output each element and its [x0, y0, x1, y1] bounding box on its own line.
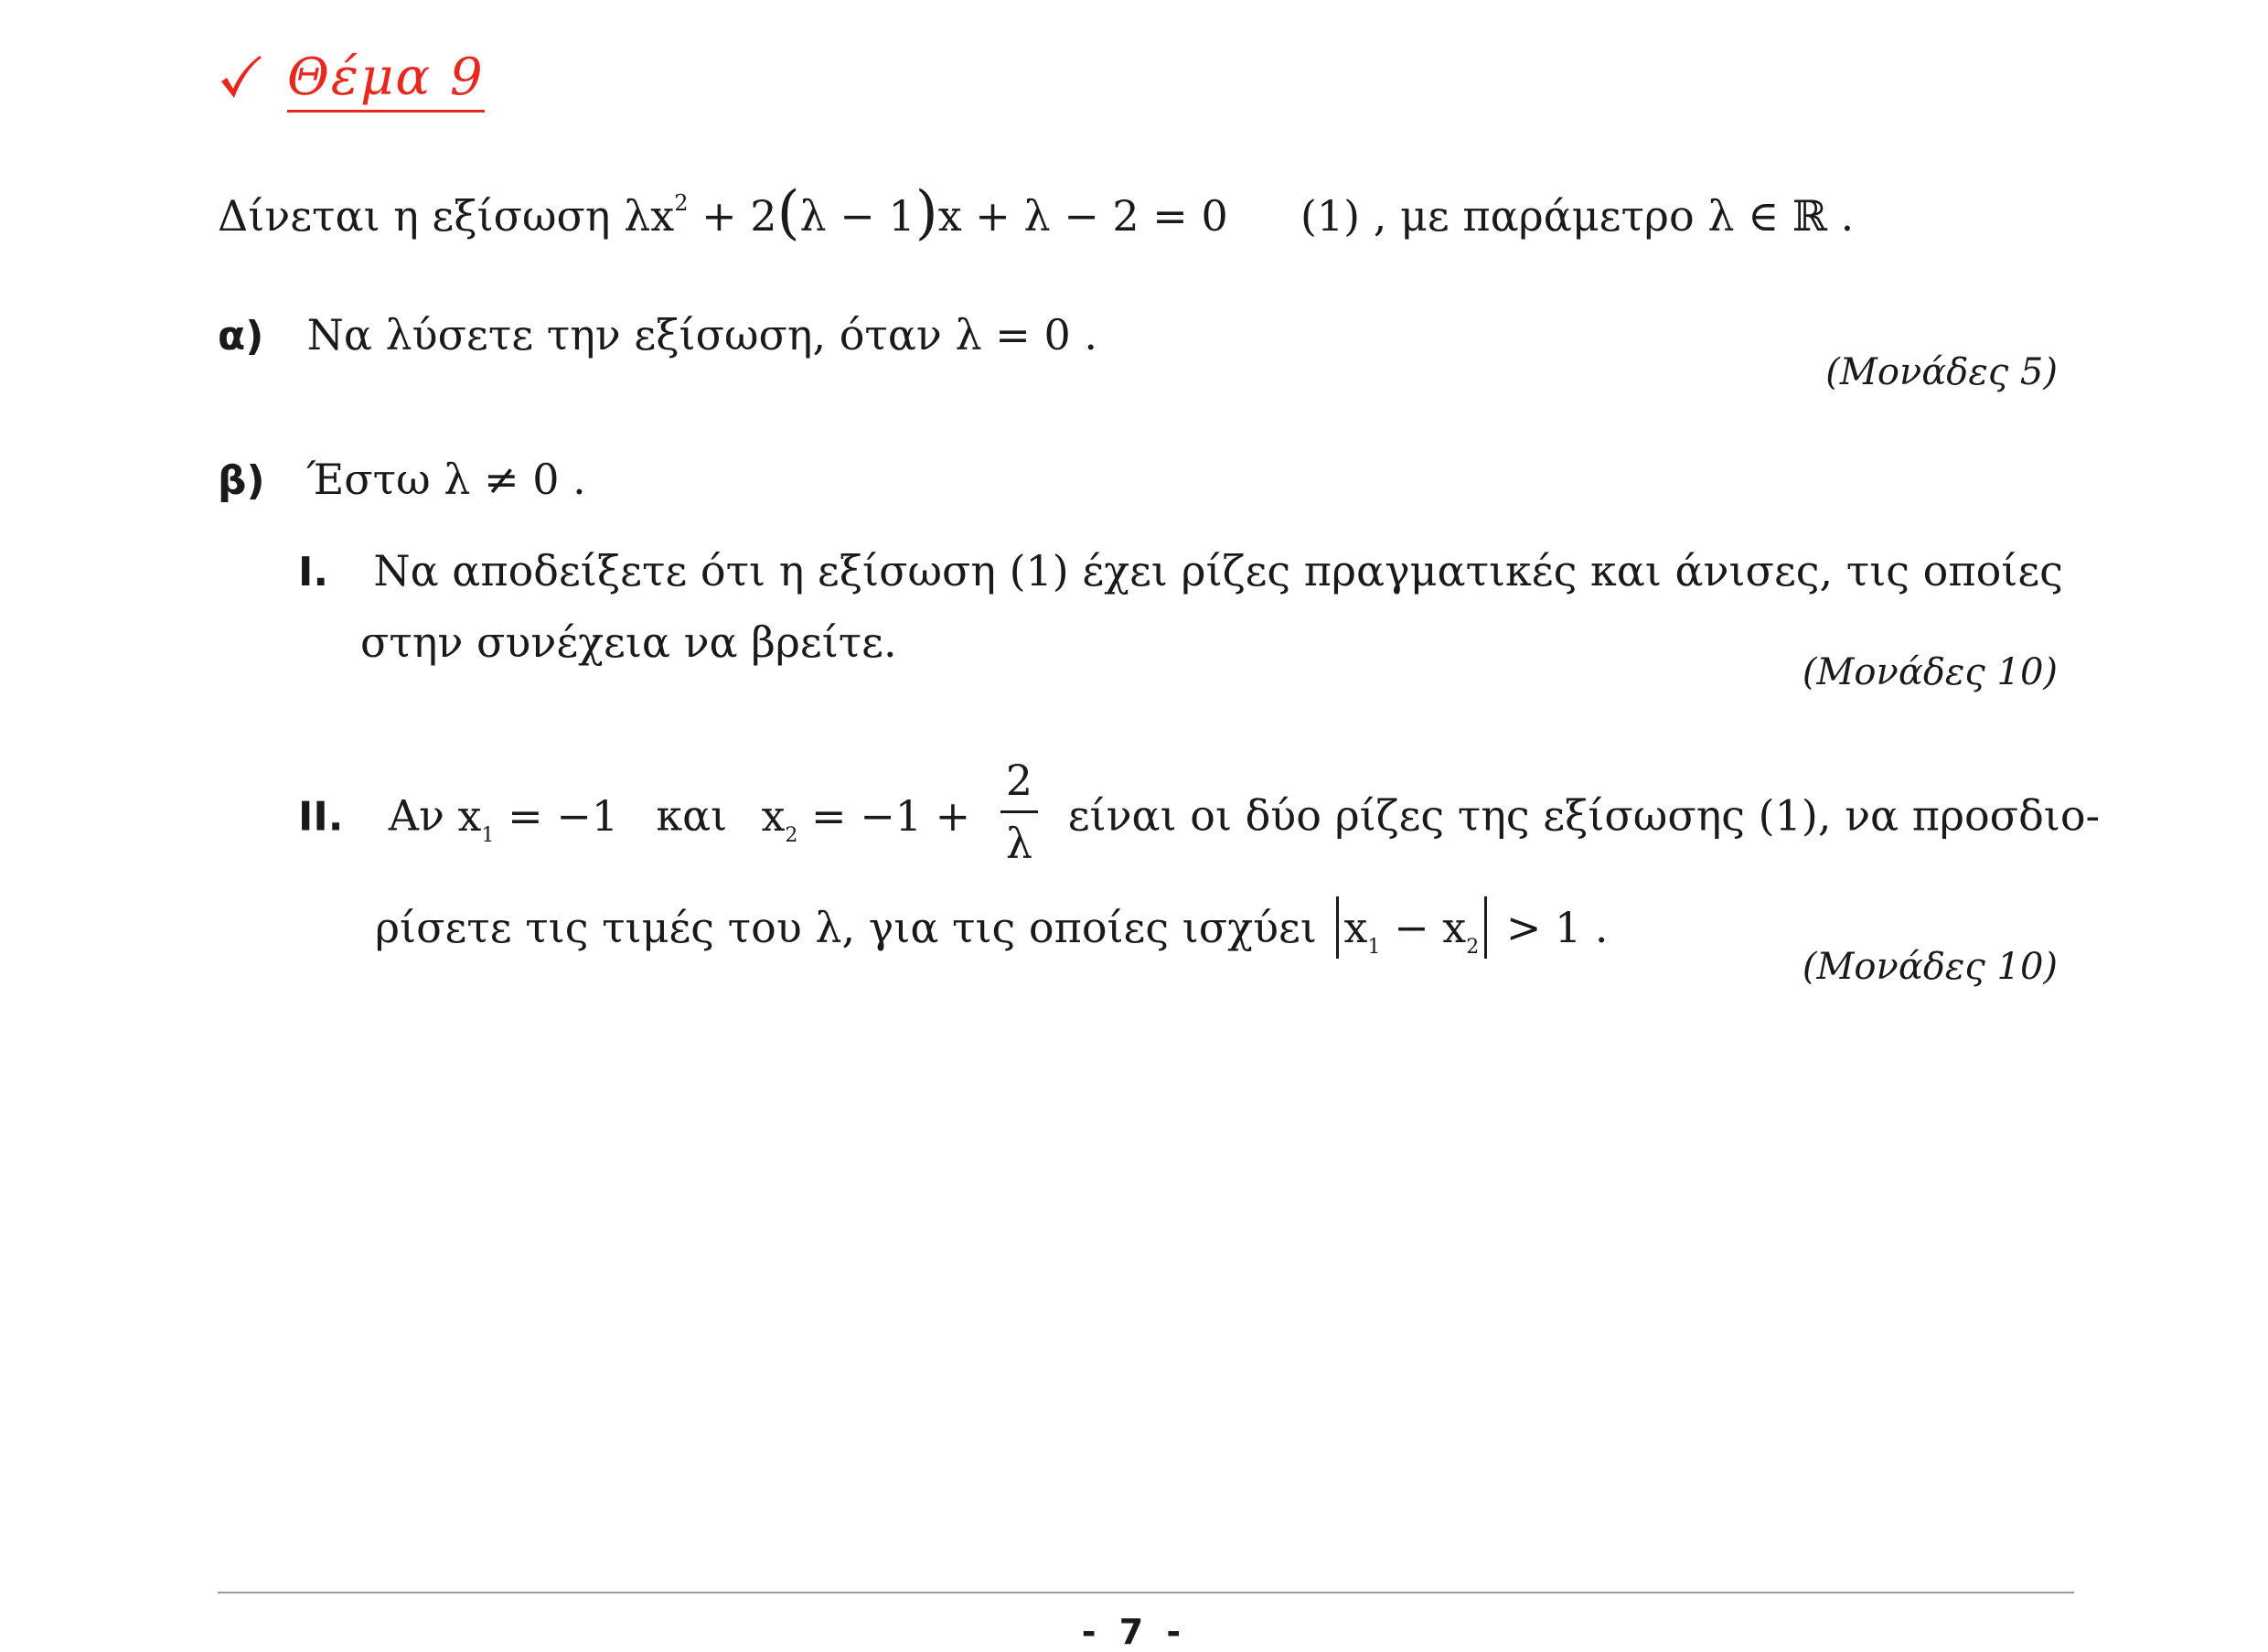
page-number: - 7 - [1081, 1612, 1187, 1652]
part-b-label: β) [218, 457, 265, 504]
eq-term-2: + 2 [688, 191, 777, 241]
abs-bar-left [1336, 896, 1339, 959]
item-ii-text-an: Αν [388, 790, 444, 841]
intro-statement [218, 179, 1855, 247]
fraction-numerator: 2 [1000, 754, 1038, 813]
abs-bar-right [1484, 896, 1487, 959]
x1-base: x [457, 790, 482, 841]
title-underline [287, 110, 485, 113]
item-i-line-2: στην συνέχεια να βρείτε. [360, 617, 897, 667]
part-a-marks: (Μονάδες 5) [1825, 351, 2058, 393]
intro-text-after: , με παράμετρο [1373, 191, 1695, 241]
abs-tail: > 1 . [1505, 903, 1609, 952]
item-i-line-1: Να αποδείξετε ότι η εξίσωση (1) έχει ρίζες πραγματικές και άνισες, τις οποίες [373, 546, 2063, 595]
item-ii-line-2 [375, 900, 1609, 962]
abs-sub-2: 2 [1466, 936, 1480, 959]
item-ii-text-kai: και [656, 790, 728, 841]
topic-header [218, 38, 485, 121]
x2-subscript: 2 [785, 823, 798, 847]
fraction-denominator: λ [1005, 819, 1033, 868]
x1-value: = −1 [508, 790, 619, 841]
parameter-domain: λ ∈ ℝ . [1707, 191, 1855, 241]
part-b [218, 452, 586, 509]
equation-number: (1) [1300, 191, 1361, 241]
footer-rule [218, 1592, 2074, 1593]
checkmark-icon [218, 52, 265, 107]
x1-expression [457, 790, 632, 847]
intro-text: Δίνεται η εξίσωση [218, 191, 611, 241]
eq-exponent: 2 [674, 190, 689, 216]
x2-value: = −1 + [811, 790, 971, 841]
item-ii-line-2-text: ρίσετε τις τιμές του λ, για τις οποίες ισχύει [375, 903, 1317, 952]
topic-title: Θέμα 9 [287, 48, 485, 113]
part-a-math: λ = 0 . [955, 310, 1097, 359]
item-ii-line-1-tail: είναι οι δύο ρίζες της εξίσωσης (1), να προσδιο- [1067, 790, 2101, 841]
paren-inner: λ − 1 [799, 191, 915, 241]
fraction [1000, 754, 1038, 870]
item-i [298, 543, 2063, 600]
item-ii-marks: (Μονάδες 10) [1802, 946, 2058, 988]
x2-expression [761, 790, 983, 847]
equation: $\lambda x^2 + 2(\lambda - 1)x + \lambda - 2 = 0$ [624, 179, 1228, 247]
item-i-marks: (Μονάδες 10) [1802, 651, 2058, 693]
part-b-math: λ ≠ 0 . [444, 455, 586, 504]
part-a-label: α) [218, 313, 264, 359]
eq-tail: x + λ − 2 = 0 [937, 191, 1228, 241]
eq-term-1: λx [624, 191, 675, 241]
x1-subscript: 1 [481, 823, 495, 847]
x2-base: x [761, 790, 786, 841]
abs-sub-1: 1 [1367, 936, 1381, 959]
abs-inequality [1331, 903, 1609, 959]
item-i-label: I. [298, 549, 329, 595]
abs-x1: x [1343, 903, 1368, 952]
part-b-text: Έστω [305, 455, 431, 504]
part-a-text: Να λύσετε την εξίσωση, όταν [306, 310, 942, 359]
part-a [218, 307, 1097, 364]
item-ii-label: II. [298, 793, 344, 841]
item-ii [298, 756, 2101, 877]
abs-minus-x2: − x [1380, 903, 1467, 952]
